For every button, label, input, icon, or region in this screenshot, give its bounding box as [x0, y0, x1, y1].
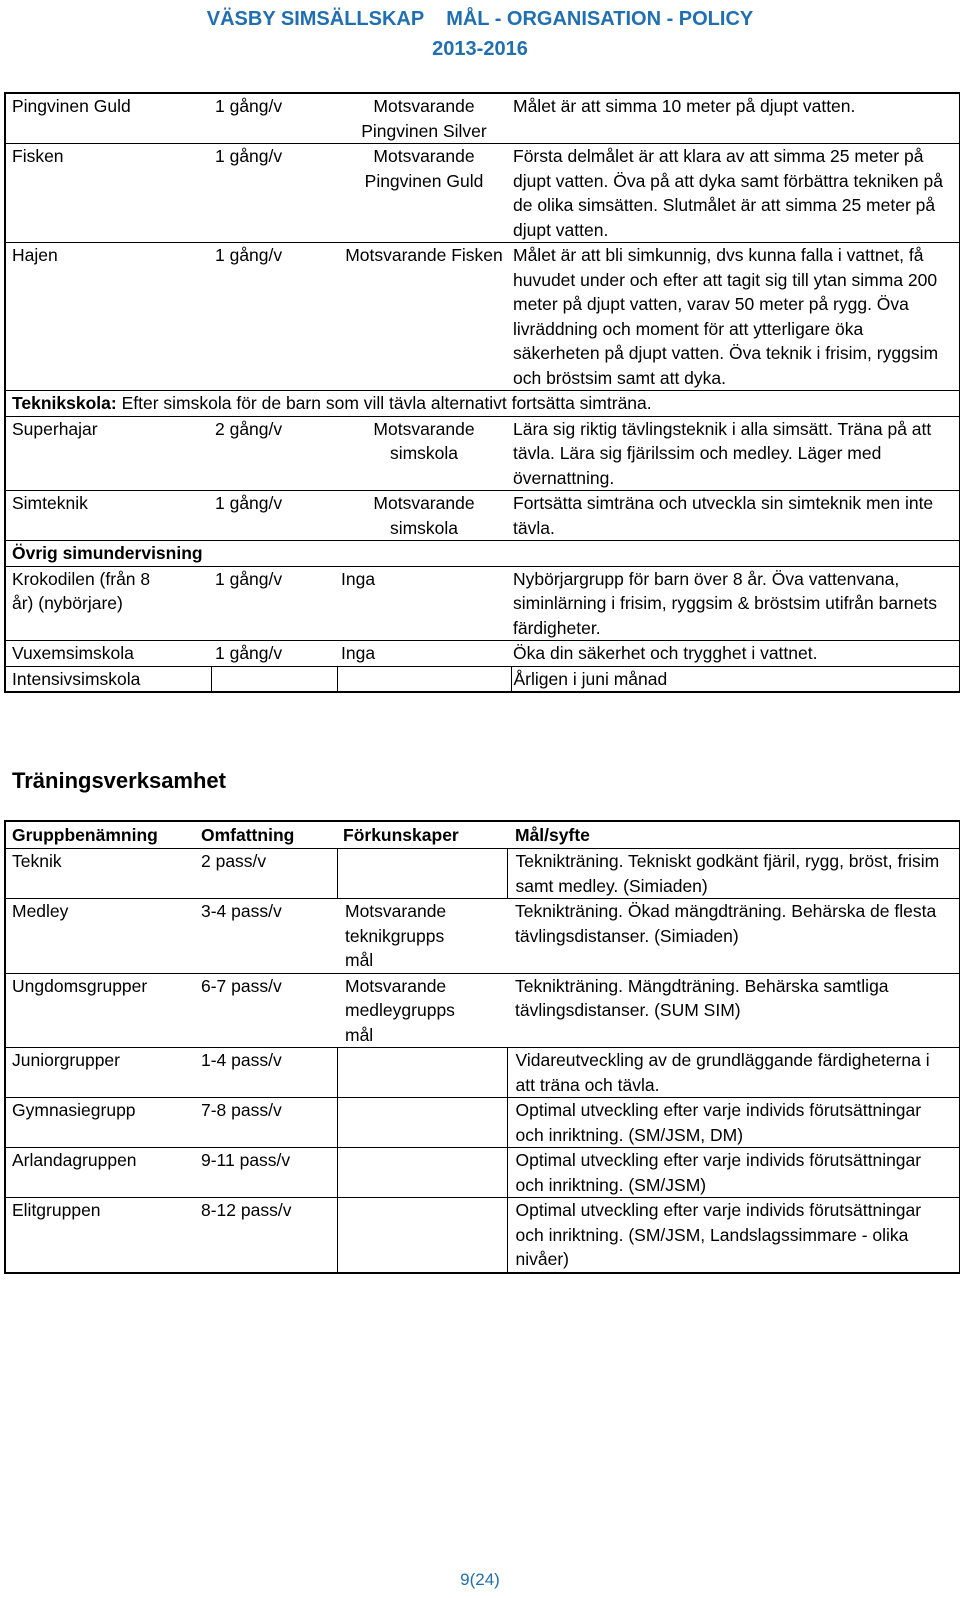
group-goal: Första delmålet är att klara av att simma 25 meter på djupt vatten. Öva på att dyka samt förbättra tekniken på de olika simsätten. Slutmålet är att simma 25 meter på djupt vatten. — [511, 144, 960, 243]
group-goal: Optimal utveckling efter varje individs förutsättningar och inriktning. (SM/JSM) — [507, 1148, 960, 1198]
swim-school-table — [4, 92, 960, 693]
empty-cell — [337, 1098, 507, 1148]
table-row — [5, 1048, 960, 1098]
empty-cell — [337, 1048, 507, 1098]
empty-cell — [337, 1148, 507, 1198]
table-row — [5, 1148, 960, 1198]
empty-cell — [337, 1198, 507, 1273]
group-name: Superhajar — [5, 416, 211, 491]
group-prerequisite: Motsvarande Pingvinen Silver — [361, 96, 487, 141]
group-prerequisite: Motsvarande Pingvinen Guld — [337, 144, 511, 243]
ovrig-label: Övrig simundervisning — [5, 541, 960, 567]
group-frequency: 9-11 pass/v — [195, 1148, 337, 1198]
group-prerequisite: Motsvarande simskola — [337, 491, 511, 541]
table-row — [5, 491, 960, 541]
group-goal: Årligen i juni månad — [511, 666, 960, 692]
group-frequency: 1 gång/v — [211, 144, 337, 243]
training-table — [4, 820, 960, 1274]
group-name: Elitgruppen — [5, 1198, 195, 1273]
group-name: Pingvinen Guld — [12, 96, 131, 116]
table-header-row — [5, 821, 960, 849]
group-frequency: 1-4 pass/v — [195, 1048, 337, 1098]
group-name: Ungdomsgrupper — [5, 973, 195, 1048]
group-goal: Optimal utveckling efter varje individs förutsättningar och inriktning. (SM/JSM, DM) — [507, 1098, 960, 1148]
org-name: VÄSBY SIMSÄLLSKAP — [206, 8, 425, 30]
group-prerequisite: Motsvarande teknikgrupps mål — [337, 899, 507, 974]
group-name: Juniorgrupper — [5, 1048, 195, 1098]
group-frequency: 1 gång/v — [211, 566, 337, 641]
teknikskola-label: Teknikskola: — [12, 393, 117, 413]
table-row — [5, 899, 960, 974]
group-name: Hajen — [5, 243, 211, 391]
teknikskola-text: Efter simskola för de barn som vill tävla alternativt fortsätta simträna. — [116, 393, 652, 413]
group-frequency: 2 pass/v — [195, 849, 337, 899]
group-name: Fisken — [5, 144, 211, 243]
section-title: Träningsverksamhet — [12, 768, 226, 793]
empty-cell — [337, 666, 511, 692]
group-name: Krokodilen (från 8 år) (nybörjare) — [5, 566, 211, 641]
group-name: Gymnasiegrupp — [5, 1098, 195, 1148]
group-name: Vuxemsimskola — [5, 641, 211, 667]
page-number: 9(24) — [460, 1570, 500, 1589]
empty-cell — [211, 666, 337, 692]
group-name: Medley — [5, 899, 195, 974]
group-frequency: 6-7 pass/v — [195, 973, 337, 1048]
table-row — [5, 1098, 960, 1148]
group-frequency: 7-8 pass/v — [195, 1098, 337, 1148]
table-row — [5, 973, 960, 1048]
group-prerequisite: Motsvarande Fisken — [337, 243, 511, 391]
group-frequency: 1 gång/v — [211, 641, 337, 667]
table-row — [5, 93, 960, 144]
group-goal: Vidareutveckling av de grundläggande färdigheterna i att träna och tävla. — [507, 1048, 960, 1098]
group-name: Teknik — [5, 849, 195, 899]
teknikskola-note — [5, 391, 960, 417]
group-goal: Teknikträning. Tekniskt godkänt fjäril, rygg, bröst, frisim samt medley. (Simiaden) — [507, 849, 960, 899]
group-frequency: 8-12 pass/v — [195, 1198, 337, 1273]
group-prerequisite: Inga — [337, 641, 511, 667]
table-row — [5, 144, 960, 243]
table-row — [5, 541, 960, 567]
table-row — [5, 1198, 960, 1273]
group-name: Simteknik — [5, 491, 211, 541]
page-header — [0, 8, 960, 31]
group-frequency: 2 gång/v — [211, 416, 337, 491]
doc-title: MÅL - ORGANISATION - POLICY — [446, 8, 754, 30]
group-name: Intensivsimskola — [5, 666, 211, 692]
group-goal: Målet är att simma 10 meter på djupt vatten. — [513, 96, 856, 116]
group-goal: Teknikträning. Mängdträning. Behärska samtliga tävlingsdistanser. (SUM SIM) — [507, 973, 960, 1048]
group-goal: Lära sig riktig tävlingsteknik i alla simsätt. Träna på att tävla. Lära sig fjärilssim och medley. Läger med övernattning. — [511, 416, 960, 491]
table-row — [5, 666, 960, 692]
group-goal: Nybörjargrupp för barn över 8 år. Öva vattenvana, siminlärning i frisim, ryggsim & bröstsim utifrån barnets färdigheter. — [511, 566, 960, 641]
empty-cell — [337, 849, 507, 899]
column-header: Mål/syfte — [507, 821, 960, 849]
table-row — [5, 416, 960, 491]
table-row — [5, 243, 960, 391]
header-years: 2013-2016 — [432, 38, 528, 60]
table-row — [5, 641, 960, 667]
table-row — [5, 566, 960, 641]
group-goal: Fortsätta simträna och utveckla sin simteknik men inte tävla. — [511, 491, 960, 541]
group-goal: Målet är att bli simkunnig, dvs kunna falla i vattnet, få huvudet under och efter att tagit sig till ytan simma 200 meter på djupt vatten, varav 50 meter på rygg. Öva livräddning och moment för att ytterligare öka säkerheten på djupt vatten. Öva teknik i frisim, ryggsim och bröstsim samt att dyka. — [511, 243, 960, 391]
column-header: Omfattning — [195, 821, 337, 849]
group-prerequisite: Motsvarande medleygrupps mål — [337, 973, 507, 1048]
group-goal: Teknikträning. Ökad mängdträning. Behärska de flesta tävlingsdistanser. (Simiaden) — [507, 899, 960, 974]
table-row — [5, 391, 960, 417]
group-goal: Optimal utveckling efter varje individs förutsättningar och inriktning. (SM/JSM, Landslagssimmare - olika nivåer) — [507, 1198, 960, 1273]
group-frequency: 1 gång/v — [215, 96, 283, 116]
column-header: Gruppbenämning — [5, 821, 195, 849]
table-row — [5, 849, 960, 899]
column-header: Förkunskaper — [337, 821, 507, 849]
group-frequency: 3-4 pass/v — [195, 899, 337, 974]
group-frequency: 1 gång/v — [211, 243, 337, 391]
group-prerequisite: Inga — [337, 566, 511, 641]
group-prerequisite: Motsvarande simskola — [337, 416, 511, 491]
group-goal: Öka din säkerhet och trygghet i vattnet. — [511, 641, 960, 667]
group-frequency: 1 gång/v — [211, 491, 337, 541]
group-name: Arlandagruppen — [5, 1148, 195, 1198]
